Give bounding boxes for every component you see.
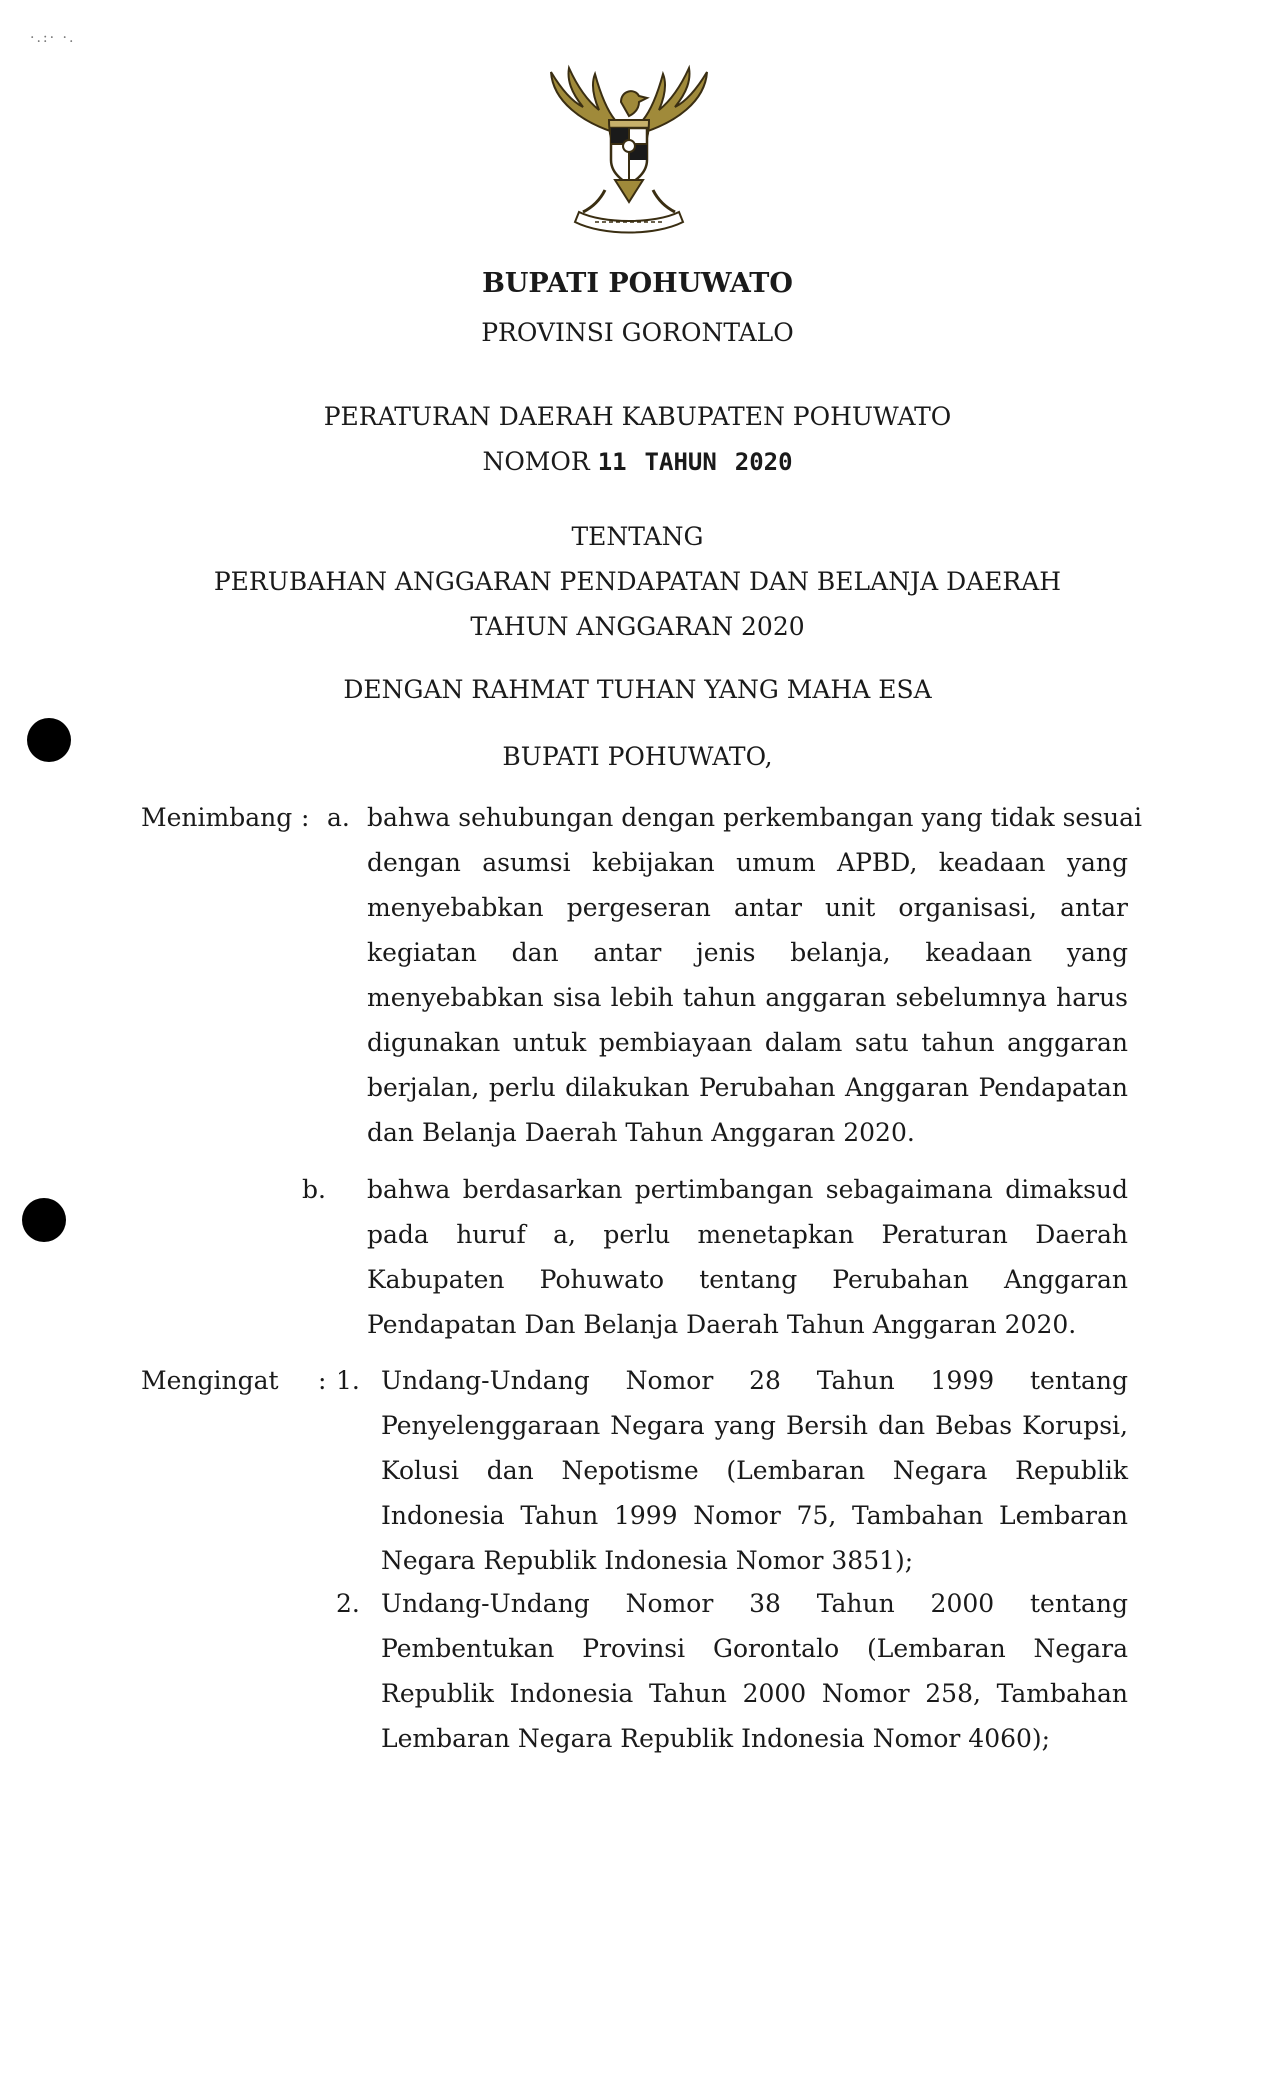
year-value: 2020 — [734, 448, 793, 476]
text-line: Undang-Undang Nomor 28 Tahun 1999 tentang — [381, 1366, 1128, 1395]
text-line: bahwa sehubungan dengan perkembangan yang tidak sesuai — [367, 803, 1143, 832]
text-line: Kabupaten Pohuwato tentang Perubahan Anggaran — [367, 1265, 1128, 1294]
text-line: berjalan, perlu dilakukan Perubahan Anggaran Pendapatan — [367, 1073, 1128, 1102]
text-line: Penyelenggaraan Negara yang Bersih dan Bebas Korupsi, — [381, 1411, 1128, 1440]
item-marker: b. — [302, 1175, 326, 1204]
regulation-number — [0, 447, 1275, 476]
subject-line-2: TAHUN ANGGARAN 2020 — [470, 612, 805, 641]
text-line: Lembaran Negara Republik Indonesia Nomor 4060); — [381, 1724, 1051, 1753]
text-line: Undang-Undang Nomor 38 Tahun 2000 tentang — [381, 1589, 1128, 1618]
text-line: dan Belanja Daerah Tahun Anggaran 2020. — [367, 1118, 915, 1147]
about-heading: TENTANG — [571, 522, 704, 551]
text-line: dengan asumsi kebijakan umum APBD, keadaan yang — [367, 848, 1128, 877]
text-line: kegiatan dan antar jenis belanja, keadaan yang — [367, 938, 1128, 967]
punch-hole — [22, 1198, 66, 1242]
issuer: BUPATI POHUWATO, — [502, 742, 773, 771]
text-line: Negara Republik Indonesia Nomor 3851); — [381, 1546, 914, 1575]
text-line: pada huruf a, perlu menetapkan Peraturan Daerah — [367, 1220, 1128, 1249]
text-line: Kolusi dan Nepotisme (Lembaran Negara Republik — [381, 1456, 1128, 1485]
text-line: menyebabkan sisa lebih tahun anggaran sebelumnya harus — [367, 983, 1128, 1012]
item-marker: a. — [327, 803, 350, 832]
scan-specks: ·.:· ·. — [30, 30, 76, 46]
regulation-name: PERATURAN DAERAH KABUPATEN POHUWATO — [323, 402, 952, 431]
year-label: TAHUN — [644, 448, 717, 476]
number-label: NOMOR — [482, 447, 590, 476]
punch-hole — [27, 718, 71, 762]
menimbang-label: Menimbang — [141, 803, 293, 832]
text-line: menyebabkan pergeseran antar unit organisasi, antar — [367, 893, 1128, 922]
menimbang-colon: : — [301, 803, 310, 832]
subject-line-1: PERUBAHAN ANGGARAN PENDAPATAN DAN BELANJA DAERAH — [213, 567, 1062, 596]
invocation: DENGAN RAHMAT TUHAN YANG MAHA ESA — [343, 675, 932, 704]
text-line: Pendapatan Dan Belanja Daerah Tahun Anggaran 2020. — [367, 1310, 1077, 1339]
text-line: digunakan untuk pembiayaan dalam satu tahun anggaran — [367, 1028, 1128, 1057]
text-line: Pembentukan Provinsi Gorontalo (Lembaran Negara — [381, 1634, 1128, 1663]
province-name: PROVINSI GORONTALO — [481, 318, 794, 347]
item-marker: 2. — [336, 1589, 360, 1618]
text-line: bahwa berdasarkan pertimbangan sebagaimana dimaksud — [367, 1175, 1128, 1204]
document-title: BUPATI POHUWATO — [482, 268, 793, 299]
text-line: Indonesia Tahun 1999 Nomor 75, Tambahan Lembaran — [381, 1501, 1128, 1530]
text-line: Republik Indonesia Tahun 2000 Nomor 258, Tambahan — [381, 1679, 1128, 1708]
mengingat-label: Mengingat — [141, 1366, 279, 1395]
number-value: 11 — [597, 448, 627, 476]
item-marker: 1. — [336, 1366, 360, 1395]
garuda-emblem-icon — [543, 62, 715, 242]
mengingat-colon: : — [318, 1366, 327, 1395]
